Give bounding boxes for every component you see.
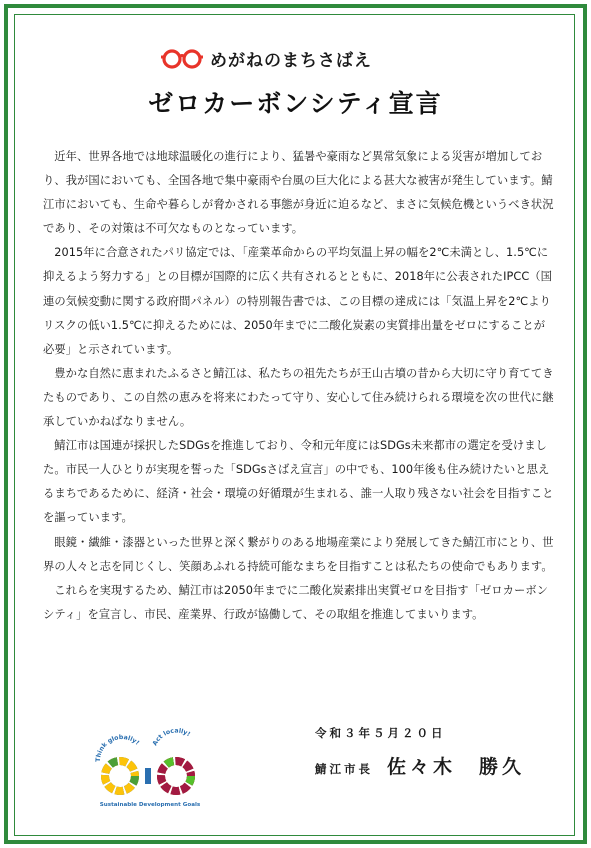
act-locally-text: Act locally! bbox=[151, 727, 192, 747]
glasses-icon bbox=[160, 48, 204, 70]
svg-text:Think globally! bbox=[95, 734, 141, 762]
declaration-body bbox=[43, 145, 555, 627]
signer-name: 佐々木 勝久 bbox=[387, 756, 526, 778]
sdgs-wheel-icon bbox=[90, 720, 210, 810]
think-globally-text: Think globally! bbox=[94, 734, 141, 763]
page-title: ゼロカーボンシティ宣言 bbox=[148, 89, 443, 118]
signer-title: 鯖江市長 bbox=[315, 762, 373, 776]
sdgs-logo bbox=[90, 720, 210, 810]
paragraph: 鯖江市は国連が採択したSDGsを推進しており、令和元年度にはSDGs未来都市の選定を受けました。市民一人ひとりが実現を誓った「SDGsさばえ宣言」の中でも、100年後も住み続けたいと思えるまちであるために、経済・社会・環境の好循環が生まれる、誰一人取り残さない社会を目指すことを謳っています。 bbox=[43, 439, 554, 525]
sdgs-caption: Sustainable Development Goals bbox=[99, 802, 201, 808]
paragraph: 近年、世界各地では地球温暖化の進行により、猛暑や豪雨など異常気象による災害が増加しており、我が国においても、全国各地で集中豪雨や台風の巨大化による甚大な被害が発生しています。鯖江市においても、生命や暮らしが脅かされる事態が身近に迫るなど、まさに気候危機というべき状況であり、その対策は不可欠なものとなっています。 bbox=[43, 150, 554, 236]
paragraph: 眼鏡・繊維・漆器といった世界と深く繋がりのある地場産業により発展してきた鯖江市にとり、世界の人々と志を同じくし、笑顔あふれる持続可能なまちを目指すことは私たちの使命でもあります。 bbox=[43, 535, 554, 573]
paragraph: 2015年に合意されたパリ協定では、「産業革命からの平均気温上昇の幅を2℃未満とし、1.5℃に抑えるよう努力する」との目標が国際的に広く共有されるとともに、2018年に公表されたIPCC（国連の気候変動に関する政府間パネル）の特別報告書では、この目標の達成には「気温上昇を2℃よりリスクの低い1.5℃に抑えるためには、2050年までに二酸化炭素の実質排出量をゼロにすることが必要」と示されています。 bbox=[43, 246, 552, 356]
declaration-date: 令和３年５月２０日 bbox=[315, 726, 446, 740]
city-logo bbox=[160, 46, 372, 71]
paragraph: 豊かな自然に恵まれたふるさと鯖江は、私たちの祖先たちが王山古墳の昔から大切に守り育ててきたものであり、この自然の恵みを将来にわたって守り、安心して住み続けられる環境を次の世代に継承していかねばなりません。 bbox=[43, 366, 554, 429]
logo-text: めがねのまちさばえ bbox=[210, 51, 372, 71]
svg-text:Act locally! bbox=[151, 728, 191, 747]
signature-block bbox=[315, 752, 525, 779]
paragraph: これらを実現するため、鯖江市は2050年までに二酸化炭素排出実質ゼロを目指す「ゼロカーボンシティ」を宣言し、市民、産業界、行政が協働して、その取組を推進してまいります。 bbox=[43, 583, 549, 621]
